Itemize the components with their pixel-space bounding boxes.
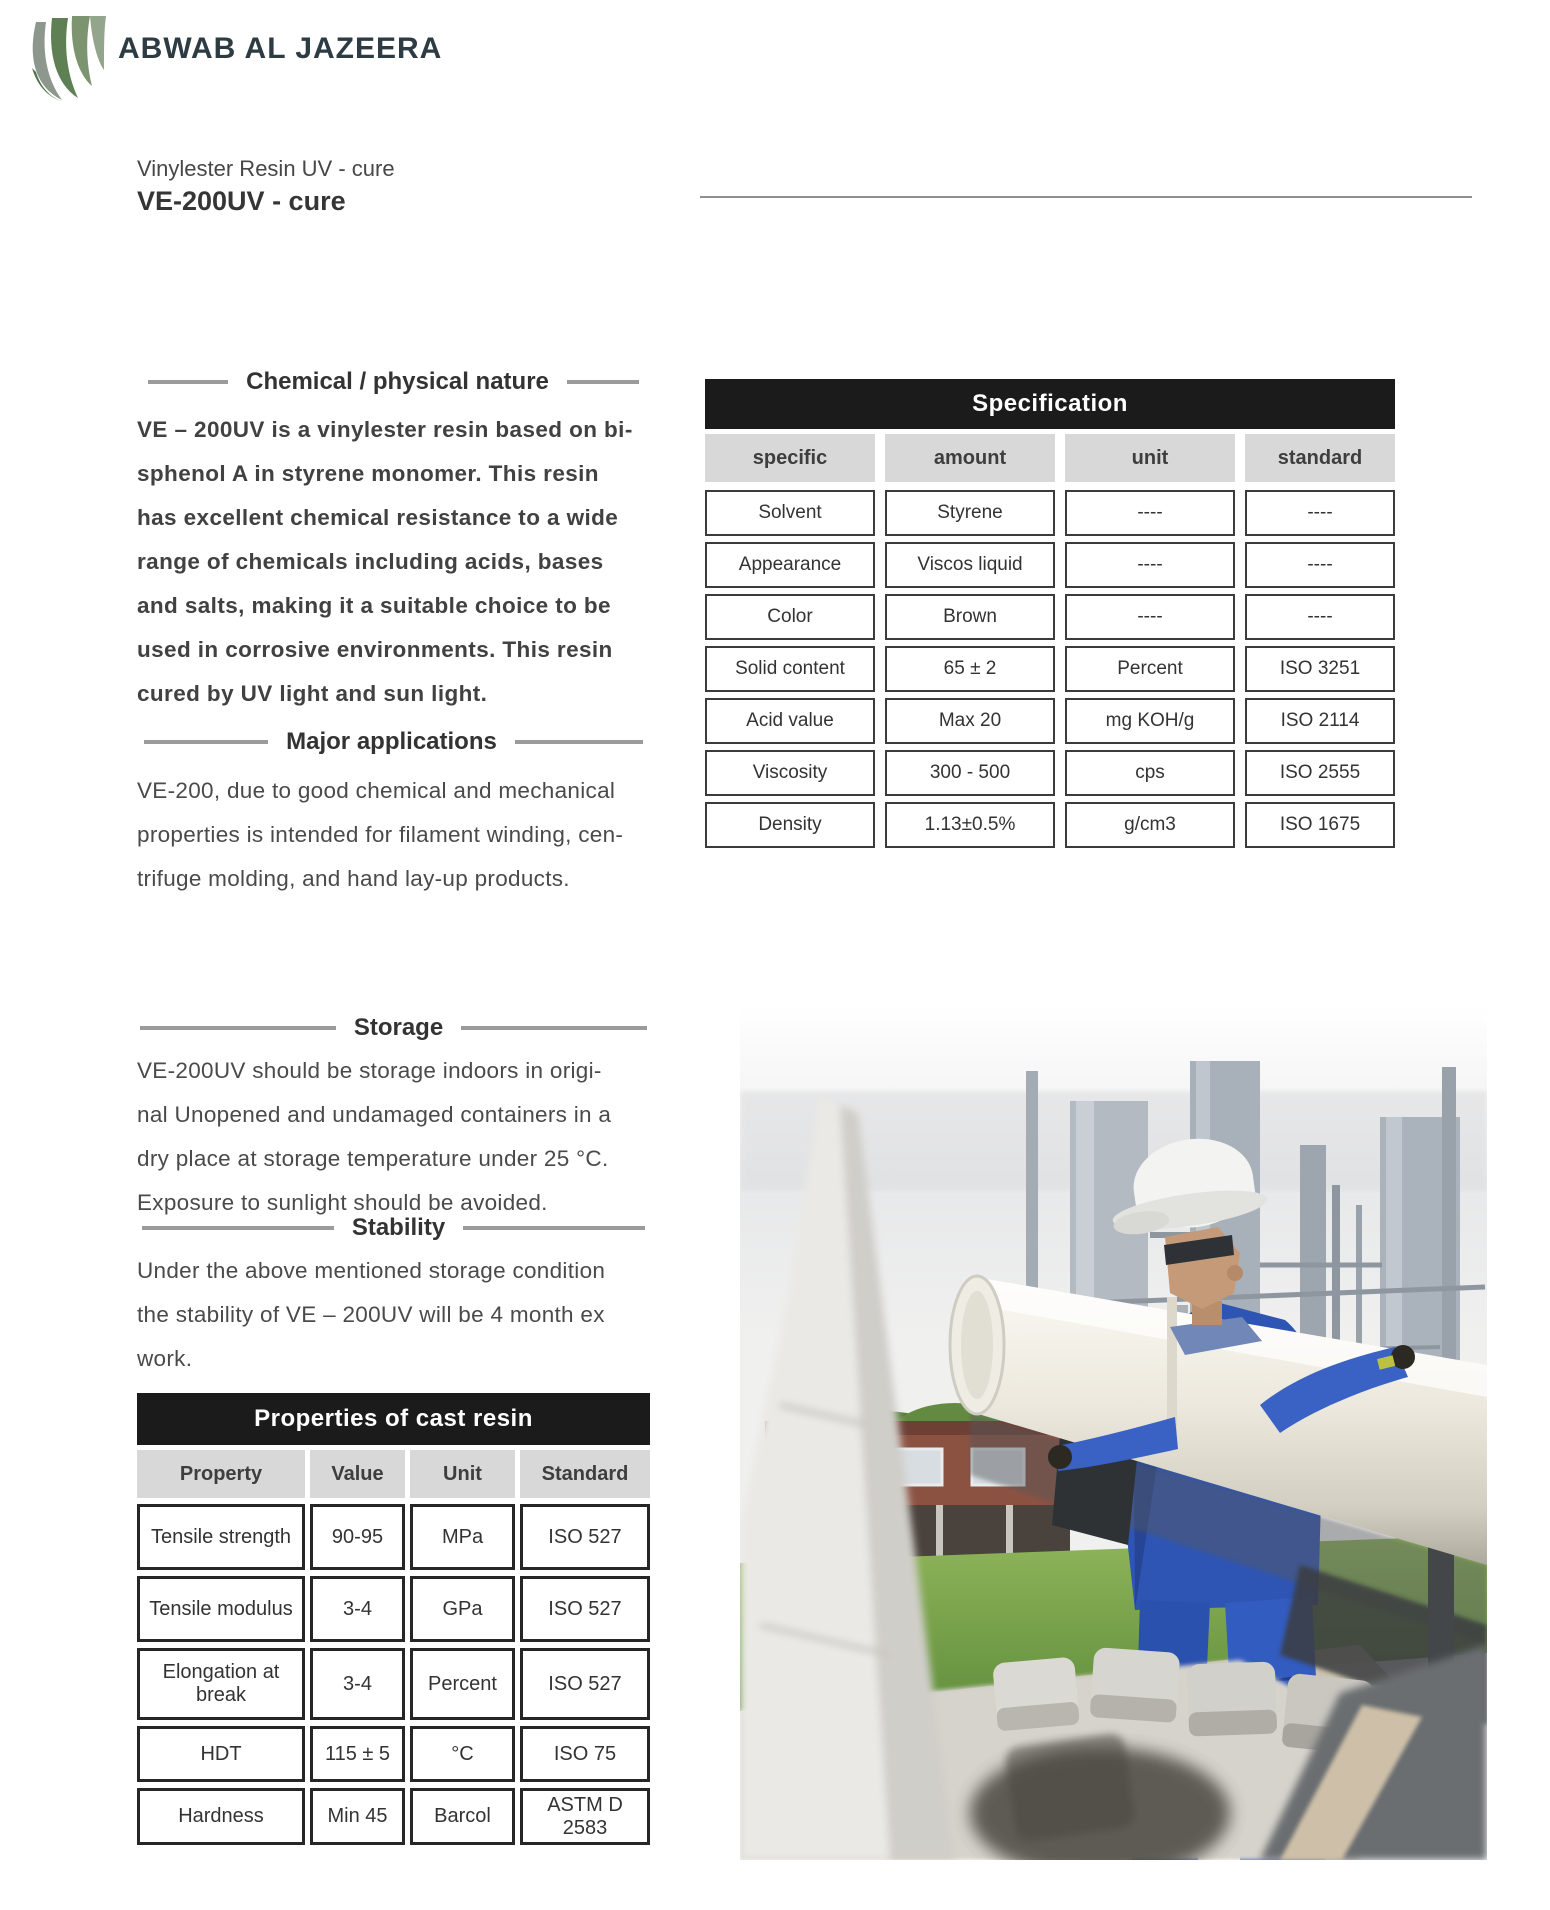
table-cell: ISO 527 [520,1504,650,1570]
table-cell: ---- [1065,490,1235,536]
section-heading-chemical [137,368,650,396]
table-cell: Min 45 [310,1788,405,1845]
table-row [705,802,1395,848]
specification-table [705,379,1395,848]
heading-rule-left [144,740,268,744]
stability-body [137,1249,617,1381]
body-line: the stability of VE – 200UV will be 4 month ex [137,1302,605,1327]
table-cell: Color [705,594,875,640]
section-title: Chemical / physical nature [246,368,549,395]
table-cell: Acid value [705,698,875,744]
header-rule [700,196,1472,198]
section-title: Storage [353,1014,444,1041]
table-cell: Hardness [137,1788,305,1845]
table-cell: Viscos liquid [885,542,1055,588]
body-line: trifuge molding, and hand lay-up products. [137,866,570,891]
column-header: unit [1065,434,1235,482]
table-title-bar: Specification [705,379,1395,429]
table-row [705,646,1395,692]
heading-rule-left [142,1226,334,1230]
body-line: VE – 200UV is a vinylester resin based on bi- [137,417,633,442]
table-cell: Solvent [705,490,875,536]
column-header: Standard [520,1450,650,1498]
table-cell: 65 ± 2 [885,646,1055,692]
table-row [705,542,1395,588]
table-cell: Max 20 [885,698,1055,744]
section-heading-storage [137,1014,650,1042]
table-cell: 1.13±0.5% [885,802,1055,848]
table-cell: Elongation at break [137,1648,305,1720]
body-line: has excellent chemical resistance to a wide [137,505,619,530]
column-header: amount [885,434,1055,482]
table-cell: ISO 2114 [1245,698,1395,744]
table-cell: Solid content [705,646,875,692]
table-cell: ISO 527 [520,1648,650,1720]
body-line: Exposure to sunlight should be avoided. [137,1190,548,1215]
body-line: dry place at storage temperature under 25 °C. [137,1146,609,1171]
heading-rule-right [567,380,639,384]
table-cell: mg KOH/g [1065,698,1235,744]
body-line: VE-200, due to good chemical and mechanical [137,778,616,803]
table-cell: Brown [885,594,1055,640]
table-cell: ISO 3251 [1245,646,1395,692]
table-row [137,1504,650,1570]
table-cell: ---- [1245,594,1395,640]
heading-rule-right [461,1026,647,1030]
page-title: VE-200UV - cure [137,186,346,216]
body-line: work. [137,1346,193,1371]
column-header: Unit [410,1450,515,1498]
table-cell: ISO 2555 [1245,750,1395,796]
applications-body [137,769,624,901]
section-heading-applications [137,728,650,756]
table-cell: 300 - 500 [885,750,1055,796]
table-cell: ISO 1675 [1245,802,1395,848]
table-cell: ASTM D 2583 [520,1788,650,1845]
table-cell: °C [410,1726,515,1782]
heading-rule-left [148,380,228,384]
table-row [705,594,1395,640]
body-line: used in corrosive environments. This resin [137,637,613,662]
table-cell: cps [1065,750,1235,796]
brand-logo-icon [22,8,106,104]
table-body [705,490,1395,848]
chemical-body [137,408,633,716]
column-header: standard [1245,434,1395,482]
brand-name: ABWAB AL JAZEERA [118,32,443,65]
table-cell: Barcol [410,1788,515,1845]
section-title: Stability [351,1214,446,1241]
table-cell: Viscosity [705,750,875,796]
section-heading-stability [137,1214,650,1242]
body-line: and salts, making it a suitable choice to be [137,593,611,618]
table-title-bar: Properties of cast resin [137,1393,650,1445]
table-cell: Percent [1065,646,1235,692]
body-line: sphenol A in styrene monomer. This resin [137,461,599,486]
body-line: nal Unopened and undamaged containers in a [137,1102,612,1127]
table-row [705,490,1395,536]
table-cell: ---- [1065,594,1235,640]
body-line: VE-200UV should be storage indoors in origi- [137,1058,602,1083]
table-cell: Tensile strength [137,1504,305,1570]
table-row [705,698,1395,744]
table-row [137,1648,650,1720]
table-row [137,1576,650,1642]
plant-worker-photo [740,1005,1487,1860]
column-header: Value [310,1450,405,1498]
cast-resin-properties-table [137,1393,650,1845]
product-subtitle: Vinylester Resin UV - cure [137,156,395,181]
body-line: properties is intended for filament winding, cen- [137,822,624,847]
table-cell: GPa [410,1576,515,1642]
table-cell: 3-4 [310,1648,405,1720]
table-cell: Styrene [885,490,1055,536]
table-row [137,1788,650,1845]
table-cell: ISO 527 [520,1576,650,1642]
body-line: cured by UV light and sun light. [137,681,488,706]
table-cell: ---- [1245,490,1395,536]
table-header-row [705,434,1395,482]
table-cell: HDT [137,1726,305,1782]
heading-rule-right [515,740,643,744]
table-cell: ---- [1065,542,1235,588]
heading-rule-left [140,1026,336,1030]
table-cell: ---- [1245,542,1395,588]
table-cell: Density [705,802,875,848]
body-line: Under the above mentioned storage condition [137,1258,606,1283]
table-row [137,1726,650,1782]
table-cell: Tensile modulus [137,1576,305,1642]
column-header: specific [705,434,875,482]
table-cell: 90-95 [310,1504,405,1570]
heading-rule-right [463,1226,645,1230]
table-row [705,750,1395,796]
table-cell: Percent [410,1648,515,1720]
storage-body [137,1049,617,1225]
table-cell: 3-4 [310,1576,405,1642]
table-cell: Appearance [705,542,875,588]
table-cell: g/cm3 [1065,802,1235,848]
body-line: range of chemicals including acids, bases [137,549,604,574]
table-cell: ISO 75 [520,1726,650,1782]
table-cell: MPa [410,1504,515,1570]
table-body [137,1504,650,1845]
table-cell: 115 ± 5 [310,1726,405,1782]
table-header-row [137,1450,650,1498]
column-header: Property [137,1450,305,1498]
section-title: Major applications [286,728,497,755]
